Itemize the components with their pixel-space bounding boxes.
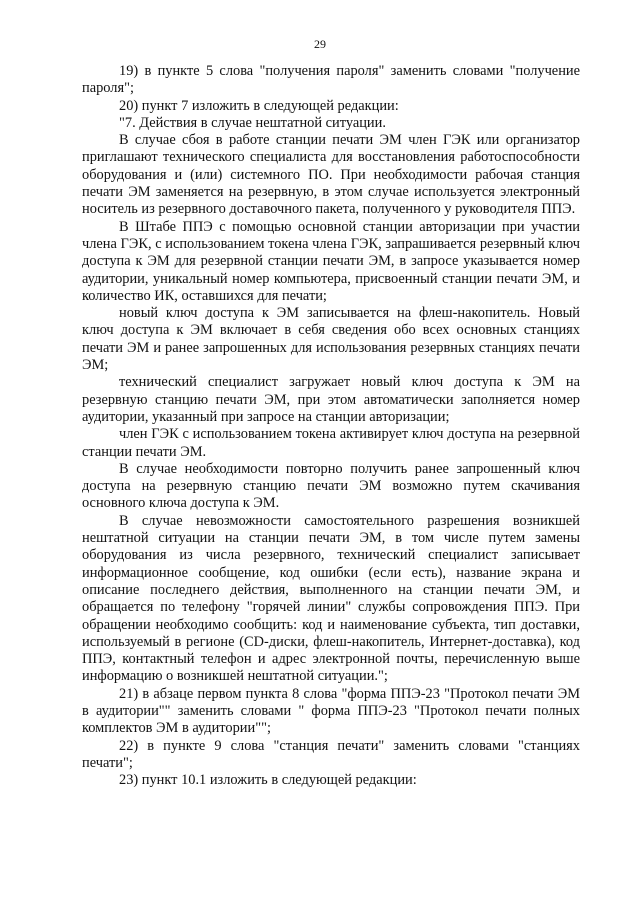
section-heading: "7. Действия в случае нештатной ситуации.	[119, 114, 386, 131]
page-number: 29	[314, 37, 326, 51]
paragraph-item-22: 22) в пункте 9 слова "станция печати" заменить словами "станциях печати";	[82, 737, 580, 771]
paragraph: В случае необходимости повторно получить ранее запрошенный ключ доступа на резервную станцию печати ЭМ возможно путем скачивания основного ключа доступа к ЭМ.	[82, 460, 580, 512]
paragraph-item-20: 20) пункт 7 изложить в следующей редакции:	[119, 97, 399, 114]
paragraph: новый ключ доступа к ЭМ записывается на флеш-накопитель. Новый ключ доступа к ЭМ включает в себя сведения обо всех основных станциях печати ЭМ и ранее запрошенных для использования резервных станциях печати ЭМ;	[82, 305, 580, 374]
paragraph-item-19: 19) в пункте 5 слова "получения пароля" заменить словами "получение пароля";	[82, 63, 580, 97]
paragraph: В Штабе ППЭ с помощью основной станции авторизации при участии члена ГЭК, с использованием токена члена ГЭК, запрашивается резервный ключ доступа к ЭМ для резервной станции печати ЭМ, в запросе указывается номер аудитории, уникальный номер компьютера, присвоенный станции печати ЭМ, и количество ИК, оставшихся для печати;	[82, 218, 580, 304]
paragraph-item-23: 23) пункт 10.1 изложить в следующей редакции:	[119, 772, 417, 789]
paragraph: технический специалист загружает новый ключ доступа к ЭМ на резервную станцию печати ЭМ, при этом автоматически заполняется номер аудитории, указанный при запросе на станции авторизации;	[82, 374, 580, 425]
paragraph: В случае сбоя в работе станции печати ЭМ член ГЭК или организатор приглашают технического специалиста для восстановления работоспособности оборудования и (или) системного ПО. При необходимости рабочая станция печати ЭМ заменяется на резервную, в этом случае используется электронный носитель из резервного доставочного пакета, полученного у руководителя ППЭ.	[82, 132, 580, 218]
paragraph-item-21: 21) в абзаце первом пункта 8 слова "форма ППЭ-23 "Протокол печати ЭМ в аудитории"" заменить словами " форма ППЭ-23 "Протокол печати полных комплектов ЭМ в аудитории"";	[82, 685, 580, 737]
paragraph: член ГЭК с использованием токена активирует ключ доступа на резервной станции печати ЭМ.	[82, 426, 580, 460]
document-body	[82, 63, 580, 789]
paragraph: В случае невозможности самостоятельного разрешения возникшей нештатной ситуации на станции печати ЭМ, в том числе путем замены оборудования из числа резервного, технический специалист записывает информационное сообщение, код ошибки (если есть), название экрана и описание последнего действия, выполненного на станции печати ЭМ, и обращается по телефону "горячей линии" службы сопровождения ППЭ. При обращении необходимо сообщить: код и наименование субъекта, тип доставки, используемый в регионе (CD-диски, флеш-накопитель, Интернет-доставка), код ППЭ, контактный телефон и адрес электронной почты, перечисленную выше информацию о возникшей нештатной ситуации.";	[82, 512, 580, 685]
